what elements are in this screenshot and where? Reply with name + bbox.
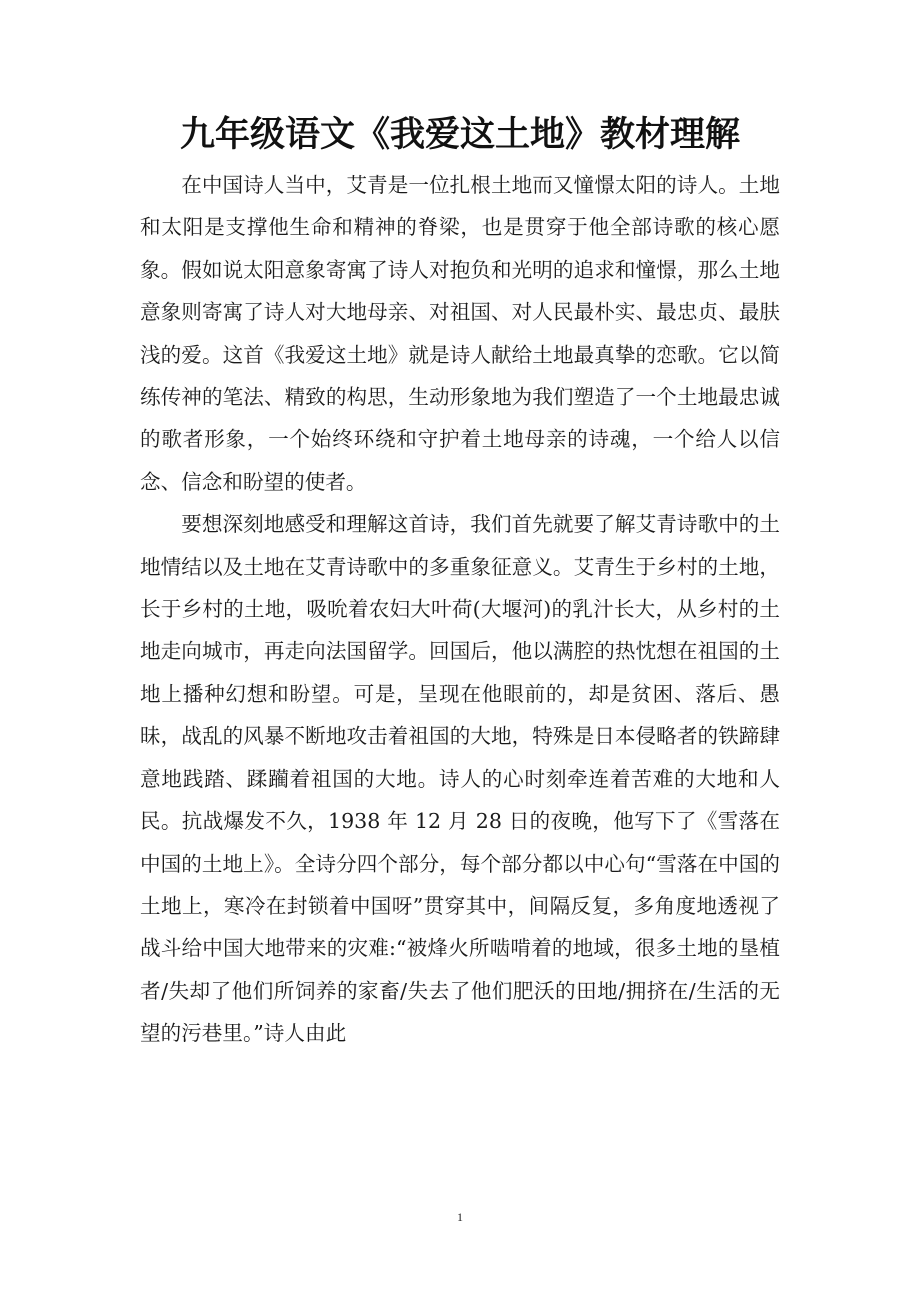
- paragraph: 要想深刻地感受和理解这首诗，我们首先就要了解艾青诗歌中的土地情结以及土地在艾青诗歌中的多重象征意义。艾青生于乡村的土地，长于乡村的土地，吸吮着农妇大叶荷(大堰河)的乳汁长大，从乡村的土地走向城市，再走向法国留学。回国后，他以满腔的热忱想在祖国的土地上播种幻想和盼望。可是，呈现在他眼前的，却是贫困、落后、愚昧，战乱的风暴不断地攻击着祖国的大地，特殊是日本侵略者的铁蹄肆意地践踏、蹂躏着祖国的大地。诗人的心时刻牵连着苦难的大地和人民。抗战爆发不久，1938 年 12 月 28 日的夜晚，他写下了《雪落在中国的土地上》。全诗分四个部分，每个部分都以中心句“雪落在中国的土地上，寒冷在封锁着中国呀”贯穿其中，间隔反复，多角度地透视了战斗给中国大地带来的灾难:“被烽火所啮啃着的地域，很多土地的垦植者/失却了他们所饲养的家畜/失去了他们肥沃的田地/拥挤在/生活的无望的污巷里。”诗人由此: [140, 512, 780, 1046]
- document-title: 九年级语文《我爱这土地》教材理解: [179, 114, 740, 155]
- page-number: 1: [457, 1210, 463, 1224]
- paragraph: 在中国诗人当中，艾青是一位扎根土地而又憧憬太阳的诗人。土地和太阳是支撑他生命和精神的脊梁，也是贯穿于他全部诗歌的核心愿象。假如说太阳意象寄寓了诗人对抱负和光明的追求和憧憬，那么土地意象则寄寓了诗人对大地母亲、对祖国、对人民最朴实、最忠贞、最肤浅的爱。这首《我爱这土地》就是诗人献给土地最真挚的恋歌。它以简练传神的笔法、精致的构思，生动形象地为我们塑造了一个土地最忠诚的歌者形象，一个始终环绕和守护着土地母亲的诗魂，一个给人以信念、信念和盼望的使者。: [140, 173, 780, 494]
- document-body: [140, 164, 780, 1055]
